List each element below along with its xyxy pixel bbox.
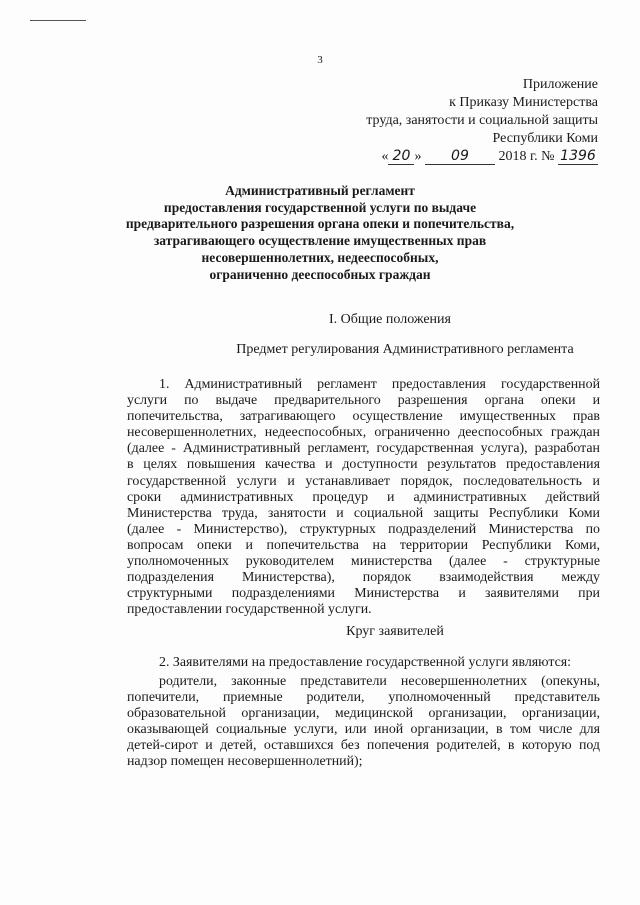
paragraph-line: услуги по выдаче предварительного разрешения органа опеки и xyxy=(127,393,600,409)
paragraph-line: структурными подразделениями Министерства и заявителями при xyxy=(127,586,600,602)
paragraph-line: попечители, приемные родители, уполномоченный представитель xyxy=(127,690,600,706)
order-date-line xyxy=(366,148,598,166)
subsection-heading-subject: Предмет регулирования Административного регламента xyxy=(236,342,574,357)
paragraph-line: детей-сирот и детей, оставшихся без попечения родителей, в которую под xyxy=(127,738,600,754)
paragraph-line: (далее - Административный регламент, государственная услуга), разработан xyxy=(127,441,600,457)
paragraph-line: 1. Административный регламент предоставления государственной xyxy=(159,377,600,392)
paragraph-line: (далее - Министерство), структурных подразделений Министерства по xyxy=(127,521,600,537)
paragraph-line: предоставлении государственной услуги. xyxy=(127,602,372,618)
paragraph-line: образовательной организации, медицинской организации, организации, xyxy=(127,706,600,722)
top-rule xyxy=(30,20,86,21)
paragraph-line: попечительства, затрагивающего осуществление имущественных прав xyxy=(127,409,600,425)
appendix-block xyxy=(366,76,598,166)
paragraph-line: в целях повышения качества и доступности результатов предоставления xyxy=(127,457,600,473)
paragraph-line: вопросам опеки и попечительства на территории Республики Коми, xyxy=(127,537,600,553)
paragraph-1 xyxy=(127,377,600,618)
appendix-line-4: Республики Коми xyxy=(492,131,598,146)
date-quote-close: » xyxy=(414,149,422,164)
paragraph-line: подразделения Министерства), порядок взаимодействия между xyxy=(127,570,600,586)
order-number: 1396 xyxy=(558,149,598,165)
paragraph-3 xyxy=(127,674,600,771)
title-line-1: Административный регламент xyxy=(225,183,415,198)
page-number: 3 xyxy=(317,54,323,66)
date-quote-open: « xyxy=(381,149,389,164)
paragraph-2 xyxy=(127,655,600,671)
paragraph-line: уполномоченных руководителем министерства (далее - структурные xyxy=(127,554,600,570)
title-line-3: предварительного разрешения органа опеки и попечительства, xyxy=(125,216,515,232)
section-heading: I. Общие положения xyxy=(329,312,451,327)
paragraph-line: оказывающей социальные услуги, или иной организации, в том числе для xyxy=(127,722,600,738)
paragraph-line: государственной услуги и устанавливает порядок, последовательность и xyxy=(127,473,600,489)
title-line-4: затрагивающего осуществление имущественных прав xyxy=(153,233,487,249)
appendix-line-2: к Приказу Министерства xyxy=(449,95,598,110)
paragraph-line: надзор помещен несовершеннолетний); xyxy=(127,754,363,770)
appendix-line-1: Приложение xyxy=(522,77,598,92)
title-line-5: несовершеннолетних, недееспособных, xyxy=(201,249,439,265)
paragraph-line: 2. Заявителями на предоставление государственной услуги являются: xyxy=(159,655,571,670)
appendix-line-3: труда, занятости и социальной защиты xyxy=(366,113,598,128)
paragraph-line: несовершеннолетних, недееспособных, ограниченно дееспособных граждан xyxy=(127,425,600,441)
paragraph-line: Министерства труда, занятости и социальной защиты Республики Коми xyxy=(127,505,600,521)
date-year: 2018 г. № xyxy=(498,149,555,164)
date-month: 09 xyxy=(425,149,495,165)
title-line-6: ограниченно дееспособных граждан xyxy=(209,266,431,282)
paragraph-line: родители, законные представители несовершеннолетних (опекуны, xyxy=(159,674,600,689)
subsection-heading-applicants: Круг заявителей xyxy=(346,624,444,639)
document-title xyxy=(70,183,570,283)
date-day: 20 xyxy=(388,149,414,165)
title-line-2: предоставления государственной услуги по выдаче xyxy=(163,199,477,215)
paragraph-line: сроки административных процедур и административных действий xyxy=(127,489,600,505)
